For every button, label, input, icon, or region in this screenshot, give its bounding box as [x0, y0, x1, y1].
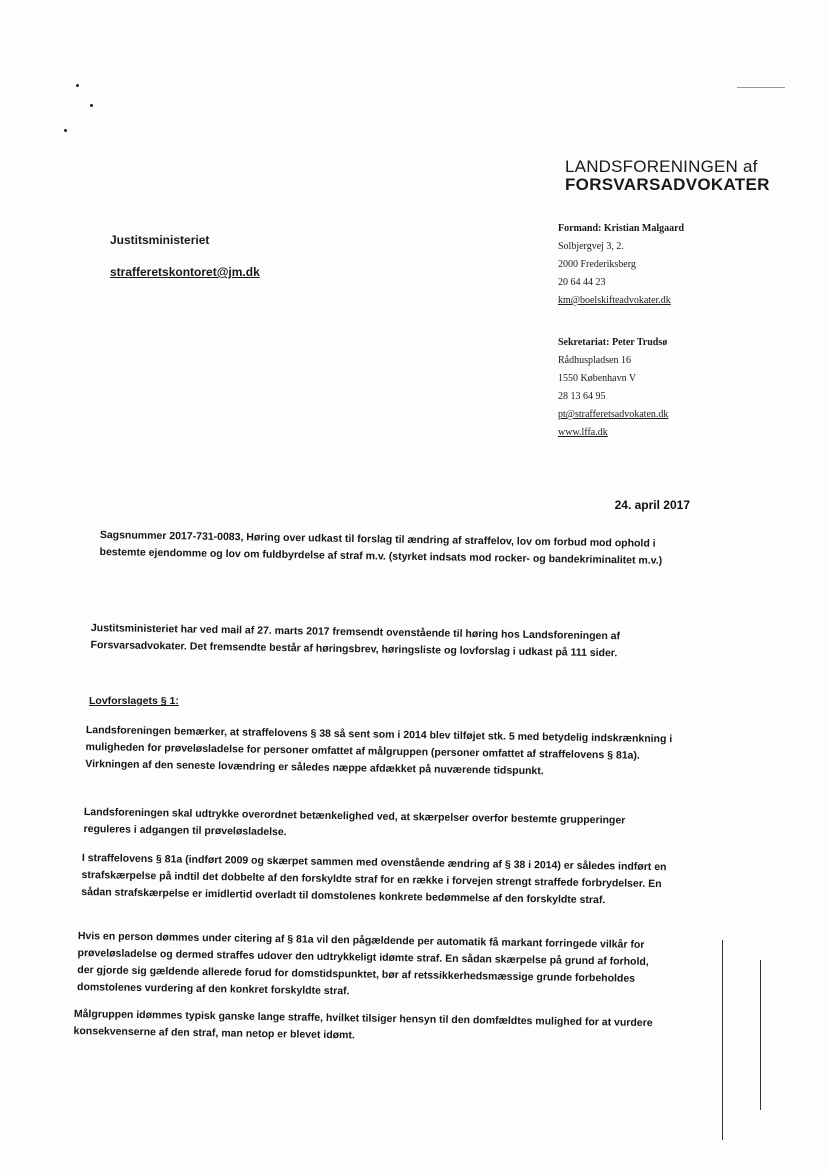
body-paragraph-1: Landsforeningen bemærker, at straffelovens § 38 så sent som i 2014 blev tilføjet stk. 5 med betydelig indskrænkning i muligheden for prøveløsladelse for personer omfattet af målgruppen (personer omfattet af straffelovens § 81a). Virkningen af den seneste lovændring er således næppe afdækket på nuværende tidspunkt. [85, 723, 673, 778]
chairman-street: Solbjergvej 3, 2. [558, 241, 624, 252]
letter-date: 24. april 2017 [614, 498, 690, 512]
scan-artifact-line [722, 940, 723, 1140]
recipient-name: Justitsministeriet [110, 233, 210, 247]
scan-artifact-line [760, 960, 761, 1110]
secretariat-street: Rådhuspladsen 16 [558, 355, 632, 366]
body-paragraph-4: Hvis en person dømmes under citering af § 81a vil den pågældende per automatik få markant forringede vilkår for prøveløsladelse og dermed straffes udover den udtrykkeligt idømte straf. En sådan skærpelse på grund af forhold, der gjorde sig gældende allerede forud for domstidspunktet, bør af retssikkerhedsmæssige grunde forbeholdes domstolenes vurdering af den konkret forskyldte straf. [76, 929, 649, 998]
secretariat-label: Sekretariat: Peter Trudsø [558, 337, 668, 348]
secretariat-city: 1550 København V [558, 373, 637, 384]
chairman-phone: 20 64 44 23 [558, 277, 606, 288]
body-paragraph-5: Målgruppen idømmes typisk ganske lange straffe, hvilket tilsiger hensyn til den domfældtes mulighed for at vurdere konsekvenserne af den straf, man netop er blevet idømt. [73, 1007, 653, 1042]
chairman-label: Formand: Kristian Malgaard [558, 223, 685, 234]
chairman-city: 2000 Frederiksberg [558, 259, 636, 270]
org-name-line1: LANDSFORENINGEN af [565, 157, 758, 176]
body-paragraph-3: I straffelovens § 81a (indført 2009 og skærpet sammen med ovenstående ændring af § 38 i 2014) er således indført en strafskærpelse på indtil det dobbelte af den forskyldte straf for en række i forvejen strengt straffede forbrydelser. En sådan strafskærpelse er imidlertid overladt til domstolenes konkrete bedømmelse af den forskyldte straf. [81, 851, 667, 907]
scan-artifact-line [737, 87, 785, 88]
secretariat-address [558, 334, 668, 442]
subject-line: Sagsnummer 2017-731-0083, Høring over udkast til forslag til ændring af straffelov, lov om forbud mod ophold i bestemte ejendomme og lov om fuldbyrdelse af straf m.v. (styrket indsats mod rocker- og bandekriminalitet m.v.) [99, 528, 663, 567]
scan-speck [64, 129, 67, 132]
chairman-address [558, 220, 684, 310]
body-paragraph-2: Landsforeningen skal udtrykke overordnet betænkelighed ved, at skærpelser overfor bestemte grupperinger reguleres i adgangen til prøveløsladelse. [83, 805, 626, 839]
chairman-email-link[interactable]: km@boelskifteadvokater.dk [558, 295, 671, 306]
scan-speck [76, 84, 79, 87]
secretariat-phone: 28 13 64 95 [558, 391, 606, 402]
secretariat-email-link[interactable]: pt@strafferetsadvokaten.dk [558, 409, 669, 420]
scan-speck [90, 104, 93, 107]
intro-paragraph: Justitsministeriet har ved mail af 27. marts 2017 fremsendt ovenstående til høring hos Landsforeningen af Forsvarsadvokater. Det fremsendte består af høringsbrev, høringsliste og lovforslag i udkast på 111 sider. [90, 621, 621, 660]
org-name-line2: FORSVARSADVOKATER [565, 175, 770, 194]
section-heading: Lovforslagets § 1: [89, 695, 179, 707]
website-link[interactable]: www.lffa.dk [558, 427, 608, 438]
recipient-email-link[interactable]: strafferetskontoret@jm.dk [110, 265, 260, 279]
